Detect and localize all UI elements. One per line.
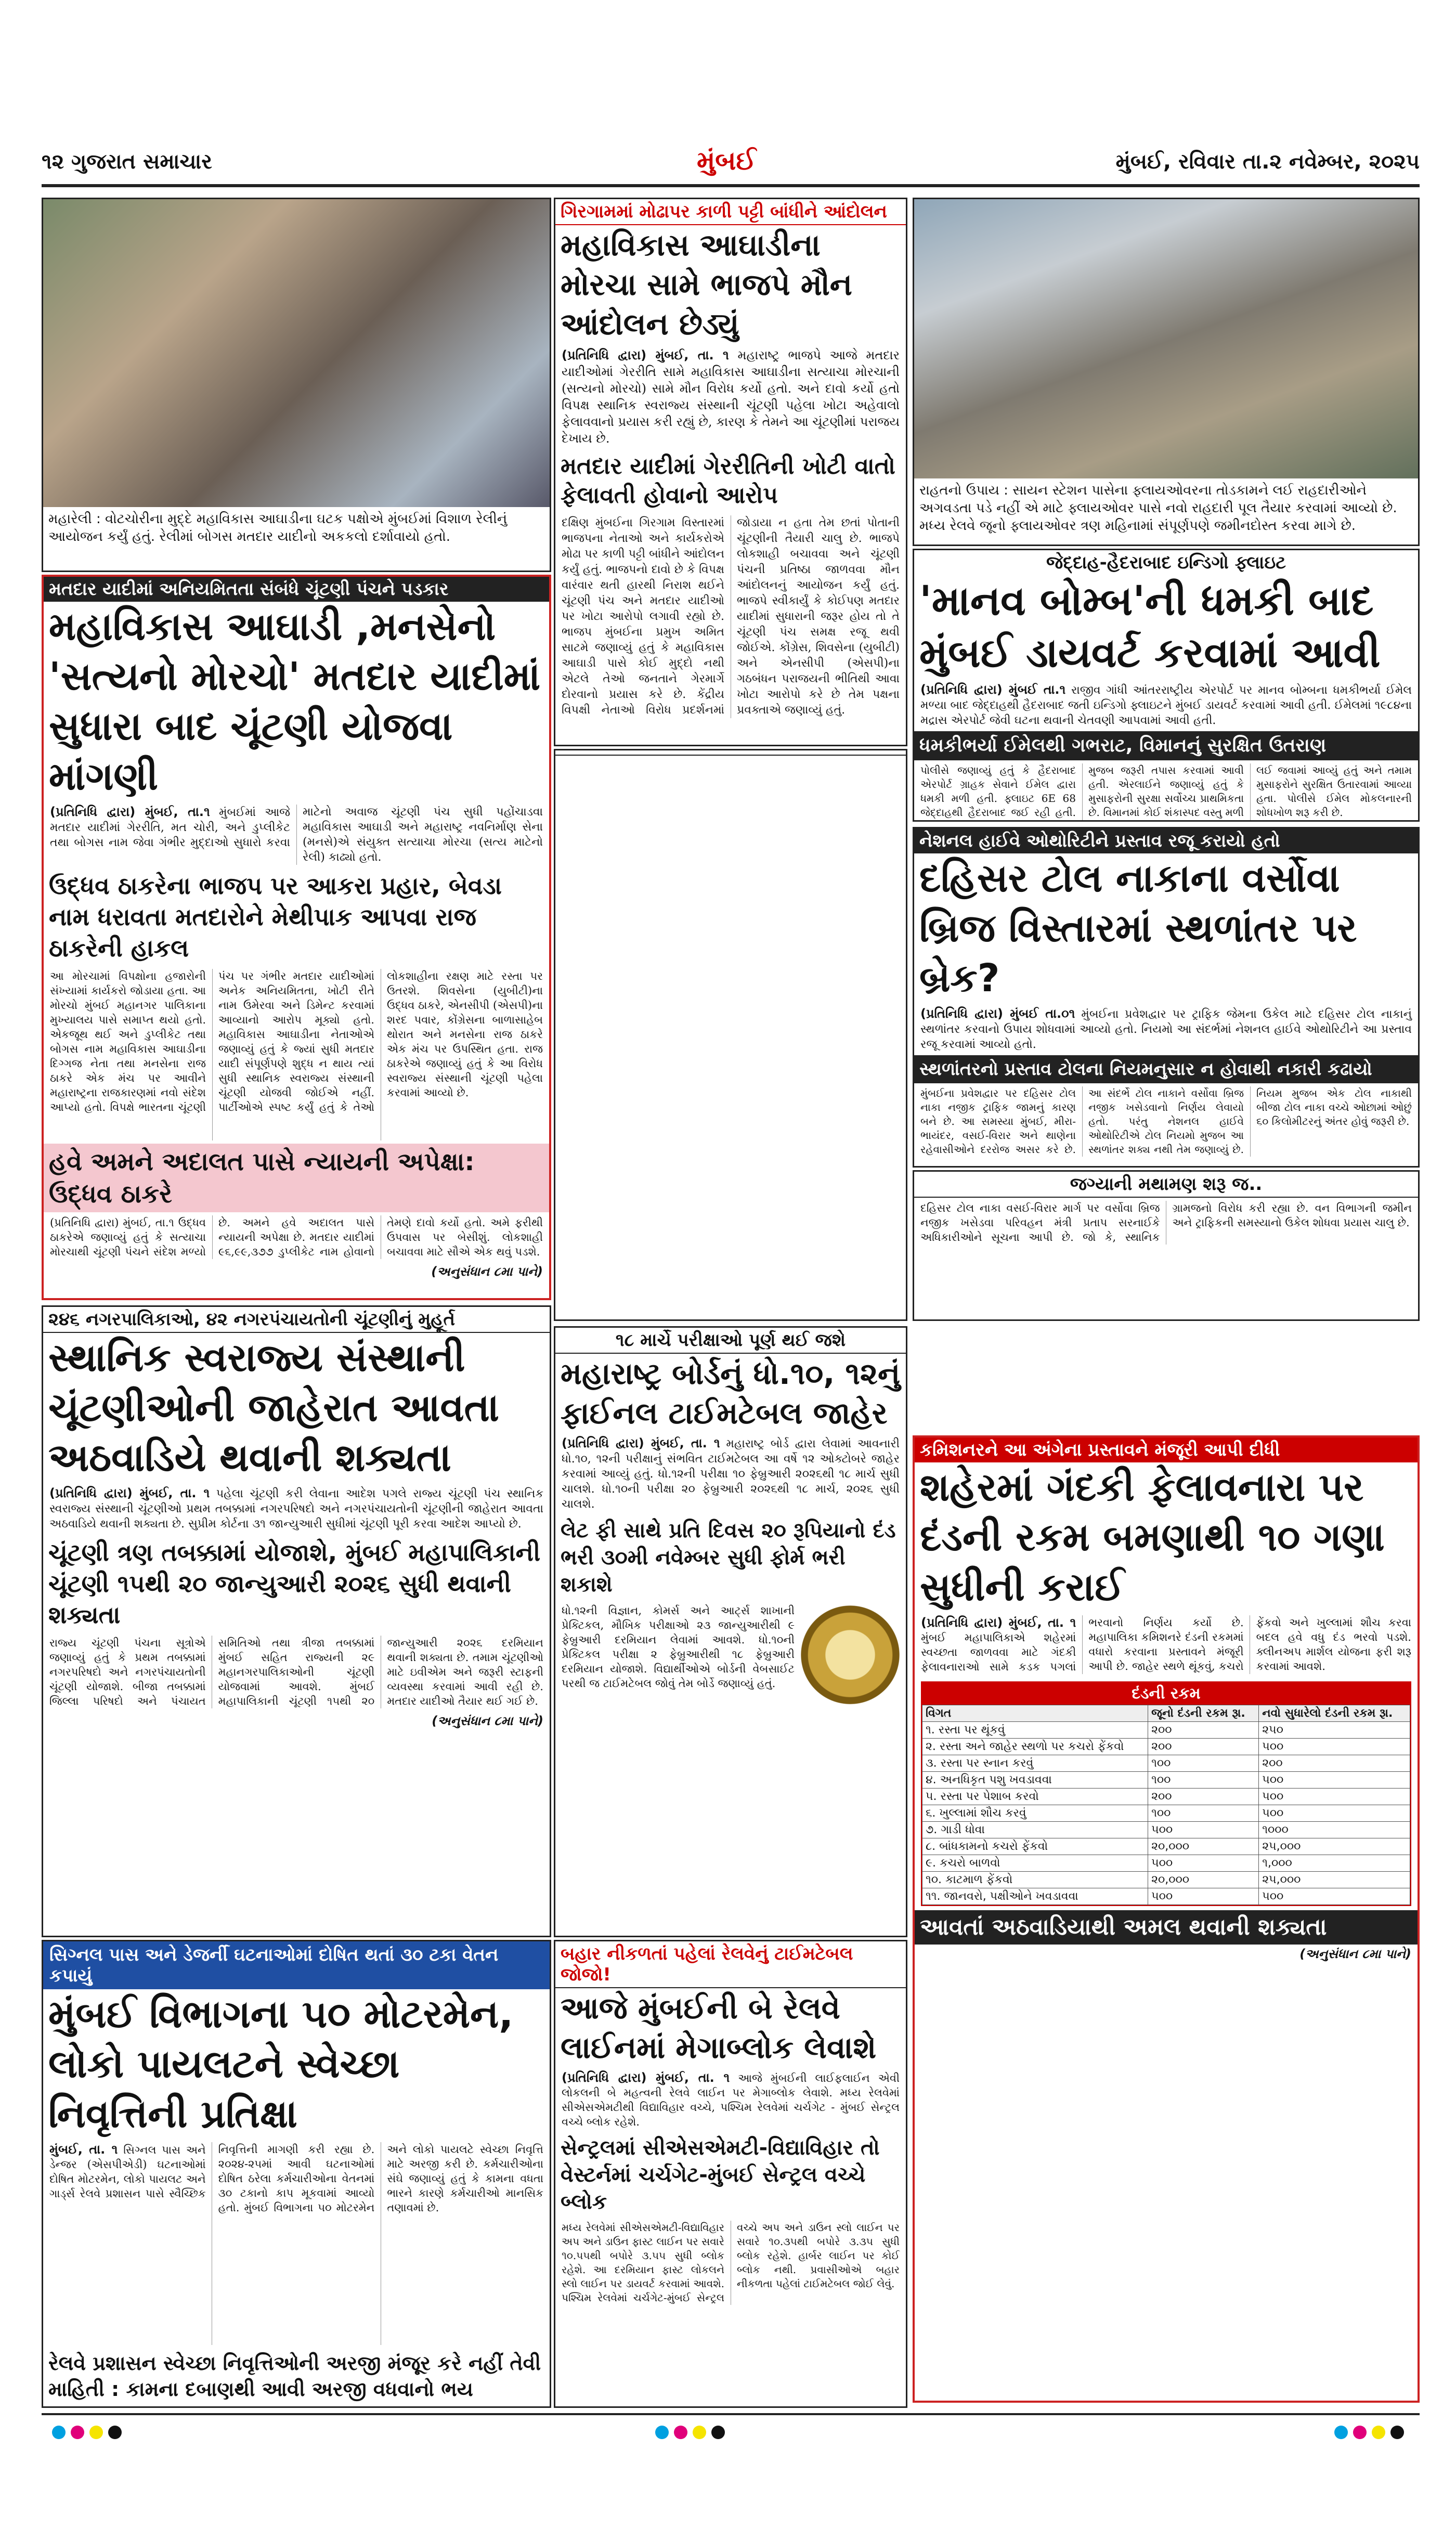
story-subhead: ચૂંટણી ત્રણ તબક્કામાં યોજાશે, મુંબઈ મહાપાલિકાની ચૂંટણી ૧૫થી ૨૦ જાન્યુઆરી ૨૦૨૬ સુધી થવાની શક્યતા <box>48 1538 541 1629</box>
registration-dot <box>1390 2426 1404 2439</box>
story-lead: મુંબઈના પ્રવેશદ્વાર પર ટ્રાફિક જેમના ઉકેલ માટે દહિસર ટોલ નાકાનું સ્થળાંતર કરવાનો ઉપાય શોધવામાં આવ્યો હતો. નિયમો આ સંદર્ભમાં નેશનલ હાઈવે ઓથોરિટીને આ પ્રસ્તાવ રજૂ કરવામાં આવ્યો હતો. <box>920 1008 1412 1051</box>
fines-table-block <box>921 1681 1411 1906</box>
story-subhead: આવતાં અઠવાડિયાથી અમલ થવાની શક્યતા <box>915 1910 1418 1945</box>
page-label: ૧૨ ગુજરાત સમાચાર <box>42 150 212 174</box>
story-byline: (પ્રતિનિધિ દ્વારા) મુંબઈ તા.૧ <box>920 682 1066 697</box>
board-seal-logo <box>801 1605 900 1704</box>
color-marks-center <box>655 2426 730 2441</box>
registration-dot <box>1372 2426 1385 2439</box>
fines-table-cell: ૨૫૦ <box>1259 1722 1410 1739</box>
fines-table-title: દંડની રકમ <box>922 1682 1410 1705</box>
story-headline: મહાવિકાસ આઘાડી ,મનસેનો 'સત્યનો મોરચો' મતદાર યાદીમાં સુધારા બાદ ચૂંટણી યોજવા માંગણી <box>49 604 541 799</box>
fines-table-cell: ૩. રસ્તા પર સ્નાન કરવું <box>922 1755 1148 1772</box>
rally-photo-block <box>42 198 551 572</box>
story-body-2: (પ્રતિનિધિ દ્વારા) મુંબઈ, તા.૧ ઉદ્ધવ ઠાકરેએ જણાવ્યું હતું કે સત્યાચા મોરચાથી ચૂંટણી પંચને સંદેશ મળ્યો છે. અમને હવે અદાલત પાસે ન્યાયની અપેક્ષા છે. મતદાર યાદીમાં ૯૬,૯૯,૩૭૭ ડુપ્લીકેટ નામ હોવાનો તેમણે દાવો કર્યો હતો. અમે ફરીથી ઉપવાસ પર બેસીશું. લોકશાહી બચાવવા માટે સૌએ એક થવું પડશે. <box>50 1216 543 1258</box>
story-headline: આજે મુંબઈની બે રેલવે લાઈનમાં મેગાબ્લોક લેવાશે <box>561 1990 877 2065</box>
fines-table-header: વિગત <box>922 1705 1148 1722</box>
fines-table-row <box>922 1805 1410 1822</box>
story-local-polls <box>42 1305 551 1937</box>
story-headline: શહેરમાં ગંદકી ફેલાવનારા પર દંડની રકમ બમણાથી ૧૦ ગણા સુધીની કરાઈ <box>920 1465 1385 1610</box>
fines-table-cell: ૨૫,૦૦૦ <box>1259 1872 1410 1888</box>
story-kicker: ગિરગામમાં મોઢાપર કાળી પટ્ટી બાંધીને આંદોલન <box>555 199 906 225</box>
story-megablock <box>554 1940 907 2408</box>
fines-table-cell: ૨૦,૦૦૦ <box>1148 1838 1259 1855</box>
fines-table-cell: ૮. બાંધકામનો કચરો ફેંકવો <box>922 1838 1148 1855</box>
fines-table-row <box>922 1722 1410 1739</box>
fines-table-cell: ૫. રસ્તા પર પેશાબ કરવો <box>922 1789 1148 1805</box>
story-body: સિગ્નલ પાસ અને ડેન્જર (એસપીએડી) ઘટનાઓમાં દોષિત મોટરમેન, લોકો પાયલટ અને ગાર્ડ્સ રેલવે પ્રશાસન પાસે સ્વૈચ્છિક નિવૃત્તિની માગણી કરી રહ્યા છે. ૨૦૨૪-૨૫માં આવી ઘટનાઓમાં દોષિત ઠરેલા કર્મચારીઓના વેતનમાં ૩૦ ટકાનો કાપ મૂકવામાં આવ્યો હતો. મુંબઈ વિભાગના ૫૦ મોટરમેન અને લોકો પાયલટે સ્વેચ્છા નિવૃત્તિ માટે અરજી કરી છે. કર્મચારીઓના સંઘે જણાવ્યું હતું કે કામના વધતા ભારને કારણે કર્મચારીઓ માનસિક તણાવમાં છે. <box>49 2143 543 2214</box>
story-headline: મહારાષ્ટ્ર બોર્ડનું ધો.૧૦, ૧૨નું ફાઈનલ ટાઈમટેબલ જાહેર <box>561 1356 901 1431</box>
fines-table-cell: ૪. અનધિકૃત પશુ ખવડાવવા <box>922 1772 1148 1789</box>
registration-dot <box>52 2426 66 2439</box>
registration-dot <box>674 2426 687 2439</box>
fines-table-cell: ૧. રસ્તા પર થૂંકવું <box>922 1722 1148 1739</box>
fines-table-cell: ૧૦૦ <box>1148 1805 1259 1822</box>
story-mva-silent <box>554 198 907 746</box>
fines-table-cell: ૧૦. કાટમાળ ફેંકવો <box>922 1872 1148 1888</box>
story-kicker: સિગ્નલ પાસ અને ડેજર્ની ઘટનાઓમાં દોષિત થતાં ૩૦ ટકા વેતન કપાયું <box>43 1941 550 1989</box>
fines-table-row <box>922 1855 1410 1872</box>
fines-table-cell: ૫૦૦ <box>1259 1888 1410 1905</box>
story-board-exam <box>554 1326 907 1937</box>
continued-note: (અનુસંધાન ૮મા પાને) <box>431 1264 543 1279</box>
story-byline: (પ્રતિનિધિ દ્વારા) મુંબઈ, તા. ૧ <box>921 1615 1076 1630</box>
fines-table-row <box>922 1772 1410 1789</box>
story-lead: આજે મુંબઈની લાઈફલાઈન એવી લોકલની બે મહત્વની રેલવે લાઈન પર મેગાબ્લોક લેવાશે. મધ્ય રેલવેમાં સીએસએમટીથી વિદ્યાવિહાર વચ્ચે, પશ્ચિમ રેલવેમાં ચર્ચગેટ - મુંબઈ સેન્ટ્રલ વચ્ચે બ્લોક રહેશે. <box>562 2072 900 2128</box>
malabar-placeholder <box>555 750 906 756</box>
fines-table-cell: ૫૦૦ <box>1259 1805 1410 1822</box>
story-body: રાજ્ય ચૂંટણી પંચના સૂત્રોએ જણાવ્યું હતું કે પ્રથમ તબક્કામાં નગરપરિષદો અને નગરપંચાયતોની ચૂંટણી યોજાશે. બીજા તબક્કામાં જિલ્લા પરિષદો અને પંચાયત સમિતિઓ તથા ત્રીજા તબક્કામાં મુંબઈ સહિત રાજ્યની ૨૯ મહાનગરપાલિકાઓની ચૂંટણી યોજવામાં આવશે. મુંબઈ મહાપાલિકાની ચૂંટણી ૧૫થી ૨૦ જાન્યુઆરી ૨૦૨૬ દરમિયાન થવાની શક્યતા છે. તમામ ચૂંટણીઓ માટે ઇવીએમ અને જરૂરી સ્ટાફની વ્યવસ્થા કરવામાં આવી રહી છે. મતદાર યાદીઓ તૈયાર થઈ ગઈ છે. <box>49 1637 543 1707</box>
story-byline: (પ્રતિનિધિ દ્વારા) મુંબઈ, તા.૧ <box>50 805 210 819</box>
fines-table-cell: ૨૫,૦૦૦ <box>1259 1838 1410 1855</box>
story-subhead: લેટ ફી સાથે પ્રતિ દિવસ ૨૦ રૂપિયાનો દંડ ભરી ૩૦મી નવેમ્બર સુધી ફોર્મ ભરી શકાશે <box>561 1519 896 1597</box>
continued-note: (અનુસંધાન ૮મા પાને) <box>432 1714 543 1728</box>
registration-dot <box>693 2426 706 2439</box>
fines-table-cell: ૧૧. જાનવરો, પક્ષીઓને ખવડાવવા <box>922 1888 1148 1905</box>
fines-table-row <box>922 1872 1410 1888</box>
registration-dot <box>711 2426 725 2439</box>
story-body: પોલીસે જણાવ્યું હતું કે હૈદરાબાદ એરપોર્ટ ગ્રાહક સેવાને ઈમેલ દ્વારા ધમકી મળી હતી. ફ્લાઇટ 6E 68 જેદ્દાહથી હૈદરાબાદ જઈ રહી હતી. મુજબ જરૂરી તપાસ કરવામાં આવી હતી. એરલાઈને જણાવ્યું હતું કે મુસાફરોની સુરક્ષા સર્વોચ્ચ પ્રાથમિકતા છે. વિમાનમાં કોઈ શંકાસ્પદ વસ્તુ મળી લઈ જવામાં આવ્યું હતું અને તમામ મુસાફરોને સુરક્ષિત ઉતારવામાં આવ્યા હતા. પોલીસે ઈમેલ મોકલનારની શોધખોળ શરૂ કરી છે. <box>920 764 1412 819</box>
rally-photo-caption: મહારેલી : વોટચોરીના મુદ્દે મહાવિકાસ આઘાડીના ઘટક પક્ષોએ મુંબઈમાં વિશાળ રેલીનું આયોજન કર્યું હતું. રેલીમાં બોગસ મતદાર યાદીનો અકકલો દર્શાવાયો હતો. <box>43 507 550 571</box>
story-kicker: મતદાર યાદીમાં અનિયમિતતા સંબંધે ચૂંટણી પંચને પડકાર <box>44 577 549 602</box>
rally-photo <box>43 199 550 513</box>
fines-table-header: જૂનો દંડની રકમ રૂા. <box>1148 1705 1259 1722</box>
fines-table-row <box>922 1822 1410 1838</box>
fines-table-cell: ૧૦૦ <box>1148 1772 1259 1789</box>
story-body: ધો.૧૨ની વિજ્ઞાન, કોમર્સ અને આર્ટ્સ શાખાની પ્રેક્ટિકલ, મૌખિક પરીક્ષાઓ ૨૩ જાન્યુઆરીથી ૯ ફેબ્રુઆરી દરમિયાન લેવામાં આવશે. ધો.૧૦ની પ્રેક્ટિકલ પરીક્ષા ૨ ફેબ્રુઆરીથી ૧૮ ફેબ્રુઆરી દરમિયાન યોજાશે. વિદ્યાર્થીઓએ બોર્ડની વેબસાઈટ પરથી જ ટાઈમટેબલ જોવું તેમ બોર્ડે જણાવ્યું હતું. <box>562 1604 795 1690</box>
fines-table-cell: ૧૦૦૦ <box>1259 1822 1410 1838</box>
fines-table-cell: ૭. ગાડી ધોવા <box>922 1822 1148 1838</box>
story-headline: મુંબઈ વિભાગના ૫૦ મોટરમેન, લોકો પાયલટને સ્વેચ્છા નિવૃત્તિની પ્રતિક્ષા <box>48 1992 514 2136</box>
story-headline: 'માનવ બોમ્બ'ની ધમકી બાદ મુંબઈ ડાયવર્ટ કરવામાં આવી <box>919 578 1381 677</box>
masthead <box>42 146 1420 187</box>
story-subhead: ધમકીભર્યા ઈમેલથી ગભરાટ, વિમાનનું સુરક્ષિત ઉતરાણ <box>914 731 1418 760</box>
fines-table-cell: ૫૦૦ <box>1259 1772 1410 1789</box>
story-subhead: મતદાર યાદીમાં ગેરરીતિની ખોટી વાતો ફેલાવતી હોવાનો આરોપ <box>561 453 895 509</box>
fines-table-cell: ૨૦૦ <box>1148 1722 1259 1739</box>
story-indigo <box>913 549 1420 822</box>
issue-date: મુંબઈ, રવિવાર તા.૨ નવેમ્બર, ૨૦૨૫ <box>1115 150 1420 174</box>
fines-table-header: નવો સુધારેલો દંડની રકમ રૂા. <box>1259 1705 1410 1722</box>
story-lead: રાજીવ ગાંધી આંતરરાષ્ટ્રીય એરપોર્ટ પર માનવ બોમ્બના ધમકીભર્યા ઈમેલ મળ્યા બાદ જેદ્દાહથી હૈદરાબાદ જતી ઇન્ડિગો ફ્લાઇટને મુંબઈ ડાયવર્ટ કરવામાં આવી હતી. ઈમેલમાં ૧૯૮૪ના મદ્રાસ એરપોર્ટ જેવી ઘટના થવાની ચેતવણી આપવામાં આવી હતી. <box>920 684 1412 727</box>
flyover-photo-block <box>913 198 1420 546</box>
story-toll <box>913 827 1420 1168</box>
fines-table-cell: ૯. કચરો બાળવો <box>922 1855 1148 1872</box>
story-motorman <box>42 1940 551 2408</box>
continued-note: (અનુસંધાન ૮મા પાને) <box>1299 1947 1411 1961</box>
story-lead: પહેલા ચૂંટણી કરી લેવાના આદેશ પગલે રાજ્ય ચૂંટણી પંચ સ્થાનિક સ્વરાજ્ય સંસ્થાની ચૂંટણીઓ પ્રથમ તબક્કામાં નગરપરિષદો અને નગરપંચાયતોની ચૂંટણીની જાહેરાત આવતા અઠવાડિયે થવાની શક્યતા છે. સુપ્રીમ કોર્ટના ૩૧ જાન્યુઆરી સુધીમાં ચૂંટણી પૂરી કરવા આદેશ આપ્યો છે. <box>49 1487 543 1531</box>
fines-table-row <box>922 1888 1410 1905</box>
story-byline: (પ્રતિનિધિ દ્વારા) મુંબઈ, તા. ૧ <box>562 348 729 362</box>
story-body: મુંબઈના પ્રવેશદ્વાર પર દહિસર ટોલ નાકા નજીક ટ્રાફિક જામનું કારણ બને છે. આ સમસ્યા મુંબઈ, મીરા-ભાયંદર, વસઈ-વિરાર અને થાણેના રહેવાસીઓને દરરોજ અસર કરે છે. આ સંદર્ભે ટોલ નાકાને વર્સોવા બ્રિજ નજીક ખસેડવાનો નિર્ણય લેવાયો હતો. પરંતુ નેશનલ હાઈવે ઓથોરિટીએ ટોલ નિયમો મુજબ આ સ્થળાંતર શક્ય નથી તેમ જણાવ્યું છે. નિયમ મુજબ એક ટોલ નાકાથી બીજા ટોલ નાકા વચ્ચે ઓછામાં ઓછું ૬૦ કિલોમીટરનું અંતર હોવું જરૂરી છે. <box>920 1087 1412 1156</box>
footer <box>42 2413 1420 2450</box>
registration-dot <box>108 2426 122 2439</box>
story-byline: (પ્રતિનિધિ દ્વારા) મુંબઈ, તા. ૧ <box>562 1436 720 1450</box>
fines-table-cell: ૫૦૦ <box>1259 1789 1410 1805</box>
color-marks-right <box>1334 2426 1409 2441</box>
story-subhead: સેન્ટ્રલમાં સીએસએમટી-વિદ્યાવિહાર તો વેસ્ટર્નમાં ચર્ચગેટ-મુંબઈ સેન્ટ્રલ વચ્ચે બ્લોક <box>561 2136 880 2214</box>
fines-table-cell: ૫૦૦ <box>1259 1739 1410 1755</box>
fines-table-cell: ૫૦૦ <box>1148 1822 1259 1838</box>
story-kicker: ૧૮ માર્ચે પરીક્ષાઓ પૂર્ણ થઈ જશે <box>555 1328 906 1354</box>
story-lead: મહારાષ્ટ્ર બોર્ડ દ્વારા લેવામાં આવનારી ધો.૧૦, ૧૨ની પરીક્ષાનું સંભવિત ટાઈમટેબલ આ વર્ષે ૧૨ ઓક્ટોબરે જાહેર કરવામાં આવ્યું હતું. ધો.૧૨ની પરીક્ષા ૧૦ ફેબ્રુઆરી ૨૦૨૬થી ૧૮ માર્ચ સુધી ચાલશે. ધો.૧૦ની પરીક્ષા ૨૦ ફેબ્રુઆરી ૨૦૨૬થી ૧૮ માર્ચ, ૨૦૨૬ સુધી ચાલશે. <box>562 1437 900 1511</box>
story-body: મુંબઈ મહાપાલિકાએ શહેરમાં સ્વચ્છતા જાળવવા માટે ગંદકી ફેલાવનારાઓ સામે કડક પગલાં ભરવાનો નિર્ણય કર્યો છે. મહાપાલિકા કમિશનરે દંડની રકમમાં વધારો કરવાના પ્રસ્તાવને મંજૂરી આપી છે. જાહેર સ્થળે થૂંકવું, કચરો ફેંકવો અને ખુલ્લામાં શૌચ કરવા બદલ હવે વધુ દંડ ભરવો પડશે. ક્લીનઅપ માર્શલ યોજના ફરી શરૂ કરવામાં આવશે. <box>921 1616 1411 1673</box>
fines-table-cell: ૨૦૦ <box>1259 1755 1410 1772</box>
fines-table-row <box>922 1755 1410 1772</box>
story-body-2: દક્ષિણ મુંબઈના ગિરગામ વિસ્તારમાં ભાજપના નેતાઓ અને કાર્યકરોએ મોઢા પર કાળી પટ્ટી બાંધીને આંદોલન કર્યું હતું. ભાજપનો દાવો છે કે વિપક્ષ વારંવાર થતી હારથી નિરાશ થઈને ચૂંટણી પંચ અને મતદાર યાદીઓ પર ખોટા આરોપો લગાવી રહ્યો છે. ભાજપ મુંબઈના પ્રમુખ અમિત સાટમે જણાવ્યું હતું કે મહાવિકાસ આઘાડી પાસે કોઈ મુદ્દો નથી એટલે તેઓ જનતાને ગેરમાર્ગે દોરવાનો પ્રયાસ કરે છે. કેંદ્રીય વિપક્ષી નેતાઓ વિરોધ પ્રદર્શનમાં જોડાયા ન હતા તેમ છતાં પોતાની ચૂંટણીની તૈયારી ચાલુ છે. ભાજપે લોકશાહી બચાવવા અને ચૂંટણી પંચની પ્રતિષ્ઠા જાળવવા મૌન આંદોલનનું આયોજન કર્યું હતું. ભાજપે સ્વીકાર્યું કે કોઈપણ મતદાર યાદીમાં સુધારાની જરૂર હોય તો તે ચૂંટણી પંચ સમક્ષ રજૂ થવી જોઈએ. કોંગ્રેસ, શિવસેના (યુબીટી) અને એનસીપી (એસપી)ના ગઠબંધન પરાજયની ભીતિથી આવા ખોટા આરોપો કરે છે તેમ પક્ષના પ્રવક્તાએ જણાવ્યું હતું. <box>562 516 900 717</box>
story-lead: મુંબઈમાં આજે મતદાર યાદીમાં ગેરરીતિ, મત ચોરી, અને ડુપ્લીકેટ તથા બોગસ નામ જેવા ગંભીર મુદ્દાઓ સુધારો કરવા માટેનો અવાજ ચૂંટણી પંચ સુધી પહોંચાડવા મહાવિકાસ આઘાડી અને મહારાષ્ટ્ર નવનિર્માણ સેના (મનસે)એ સંયુક્ત સત્યાચા મોરચા (સત્ય માટેનો રેલી) કાઢ્યો હતો. <box>50 806 543 864</box>
story-body: દહિસર ટોલ નાકા વસઈ-વિરાર માર્ગ પર વર્સોવા બ્રિજ નજીક ખસેડવા પરિવહન મંત્રી પ્રતાપ સરનાઈકે અધિકારીઓને સૂચના આપી છે. જો કે, સ્થાનિક ગ્રામજનો વિરોધ કરી રહ્યા છે. વન વિભાગની જમીન અને ટ્રાફિકની સમસ્યાનો ઉકેલ શોધવા પ્રયાસ ચાલુ છે. <box>920 1202 1412 1243</box>
fines-table-cell: ૨૦૦ <box>1148 1739 1259 1755</box>
flyover-photo-caption: રાહતનો ઉપાય : સાયન સ્ટેશન પાસેના ફ્લાયઓવરના તોડકામને લઈ રાહદારીઓને અગવડતા પડે નહીં એ માટે ફ્લાયઓવર પાસે નવો રાહદારી પૂલ તૈયાર કરવામાં આવ્યો છે. મધ્ય રેલવે જૂનો ફ્લાયઓવર ત્રણ મહિનામાં સંપૂર્ણપણે જમીનદોસ્ત કરવા માગે છે. <box>914 478 1418 545</box>
registration-dot <box>89 2426 103 2439</box>
story-kicker: જગ્યાની મથામણ શરૂ જ.. <box>914 1172 1418 1198</box>
fines-table-cell: ૨૦૦ <box>1148 1789 1259 1805</box>
fines-table-cell: ૨૦,૦૦૦ <box>1148 1872 1259 1888</box>
section-title: મુંબઈ <box>697 146 757 176</box>
story-subhead: રેલવે પ્રશાસન સ્વેચ્છા નિવૃત્તિઓની અરજી મંજૂર કરે નહીં તેવી માહિતી : કામના દબાણથી આવી અરજી વધવાનો ભય <box>48 2352 541 2401</box>
registration-dot <box>71 2426 84 2439</box>
story-kicker: કમિશનરને આ અંગેના પ્રસ્તાવને મંજૂરી આપી દીધી <box>915 1437 1418 1462</box>
color-marks-left <box>52 2426 127 2441</box>
story-byline: (પ્રતિનિધિ દ્વારા) મુંબઈ, તા. ૧ <box>49 1486 210 1500</box>
story-board-exam-top <box>554 749 907 1321</box>
story-byline: મુંબઈ, તા. ૧ <box>49 2142 118 2157</box>
fines-table-cell: ૫૦૦ <box>1148 1888 1259 1905</box>
fines-table <box>922 1705 1410 1905</box>
flyover-photo <box>914 199 1418 485</box>
fines-table-row <box>922 1739 1410 1755</box>
story-garbage <box>913 1435 1420 2403</box>
story-kicker: જેદ્દાહ-હૈદરાબાદ ઇન્ડિગો ફ્લાઇટ <box>1046 552 1286 573</box>
story-kicker: બહાર નીકળતાં પહેલાં રેલવેનું ટાઈમટેબલ જોજો! <box>555 1941 906 1988</box>
story-subhead: સ્થળાંતરનો પ્રસ્તાવ ટોલના નિયમનુસાર ન હોવાથી નકારી કઢાયો <box>914 1055 1418 1083</box>
fines-table-cell: ૧૦૦ <box>1148 1755 1259 1772</box>
story-headline: મહાવિકાસ આઘાડીના મોરચા સામે ભાજપે મૌન આંદોલન છેડ્યું <box>561 227 852 342</box>
registration-dot <box>1353 2426 1367 2439</box>
fines-table-cell: ૨. રસ્તા અને જાહેર સ્થળો પર કચરો ફેંકવો <box>922 1739 1148 1755</box>
story-byline: (પ્રતિનિધિ દ્વારા) મુંબઈ તા.૦૧ <box>920 1006 1075 1021</box>
story-body: આ મોરચામાં વિપક્ષોના હજારોની સંખ્યામાં કાર્યકરો જોડાયા હતા. આ મોરચો મુંબઈ મહાનગર પાલિકાના મુખ્યાલય પાસે સમાપ્ત થયો હતો. એકજૂથ થઈ અને ડુપ્લીકેટ તથા બોગસ નામ મહાવિકાસ આઘાડીના દિગ્ગજ નેતા તથા મનસેના રાજ ઠાકરે એક મંચ પર આવીને મહારાષ્ટ્રના રાજકારણમાં નવો સંદેશ આપ્યો હતો. વિપક્ષે ભારતના ચૂંટણી પંચ પર ગંભીર મતદાર યાદીઓમાં અનેક અનિયમિતતા, ખોટી રીતે નામ ઉમેરવા અને ડિમેન્ટ કરવામાં આવ્યાનો આરોપ મૂક્યો હતો. મહાવિકાસ આઘાડીના નેતાઓએ જણાવ્યું હતું કે જ્યાં સુધી મતદાર યાદી સંપૂર્ણપણે શુદ્ધ ન થાય ત્યાં સુધી સ્થાનિક સ્વરાજ્ય સંસ્થાની ચૂંટણી યોજવી જોઈએ નહીં. પાર્ટીઓએ સ્પષ્ટ કર્યું હતું કે તેઓ લોકશાહીના રક્ષણ માટે રસ્તા પર ઉતરશે. શિવસેના (યુબીટી)ના ઉદ્ધવ ઠાકરે, એનસીપી (એસપી)ના શરદ પવાર, કોંગ્રેસના બાળાસાહેબ થોરાત અને મનસેના રાજ ઠાકરે એક મંચ પર ઉપસ્થિત હતા. રાજ ઠાકરેએ જણાવ્યું હતું કે આ વિરોધ સ્વરાજ્ય સંસ્થાની ચૂંટણી પહેલા કરવામાં આવ્યો છે. <box>50 970 543 1113</box>
story-body: મધ્ય રેલવેમાં સીએસએમટી-વિદ્યાવિહાર અપ અને ડાઉન ફાસ્ટ લાઈન પર સવારે ૧૦.૫૫થી બપોરે ૩.૫૫ સુધી બ્લોક રહેશે. આ દરમિયાન ફાસ્ટ લોકલને સ્લો લાઈન પર ડાયવર્ટ કરવામાં આવશે. પશ્ચિમ રેલવેમાં ચર્ચગેટ-મુંબઈ સેન્ટ્રલ વચ્ચે અપ અને ડાઉન સ્લો લાઈન પર સવારે ૧૦.૩૫થી બપોરે ૩.૩૫ સુધી બ્લોક રહેશે. હાર્બર લાઈન પર કોઈ બ્લોક નથી. પ્રવાસીઓએ બહાર નીકળતા પહેલાં ટાઈમટેબલ જોઈ લેવું. <box>562 2221 900 2304</box>
story-byline: (પ્રતિનિધિ દ્વારા) મુંબઈ, તા. ૧ <box>562 2070 730 2085</box>
registration-dot <box>655 2426 669 2439</box>
fines-table-cell: ૫૦૦ <box>1148 1855 1259 1872</box>
story-body: મહારાષ્ટ્ર ભાજપે આજે મતદાર યાદીઓમાં ગેરરીતિ સામે મહાવિકાસ આઘાડીના સત્યાચા મોરચાની (સત્યનો મોરચો) સામે મૌન વિરોધ કર્યો હતો. અને દાવો કર્યો હતો વિપક્ષ સ્થાનિક સ્વરાજ્ય સંસ્થાની ચૂંટણી પહેલા ખોટા અહેવાલો ફેલાવવાનો પ્રયાસ કરી રહ્યું છે, કારણ કે તેમને આ ચૂંટણીમાં પરાજય દેખાય છે. <box>562 348 900 446</box>
story-raj <box>42 575 551 1300</box>
story-kicker: નેશનલ હાઈવે ઓથોરિટીને પ્રસ્તાવ રજૂ કરાયો હતો <box>914 828 1418 853</box>
registration-dot <box>1334 2426 1348 2439</box>
story-headline: દહિસર ટોલ નાકાના વર્સોવા બ્રિજ વિસ્તારમાં સ્થળાંતર પર બ્રેક? <box>919 856 1357 1001</box>
story-kicker: ૨૪૬ નગરપાલિકાઓ, ૪૨ નગરપંચાયતોની ચૂંટણીનું મુહૂર્ત <box>43 1307 550 1333</box>
fines-table-row <box>922 1838 1410 1855</box>
story-headline: સ્થાનિક સ્વરાજ્ય સંસ્થાની ચૂંટણીઓની જાહેરાત આવતા અઠવાડિયે થવાની શક્યતા <box>48 1336 499 1480</box>
fines-table-row <box>922 1789 1410 1805</box>
story-pink-kicker: હવે અમને અદાલત પાસે ન્યાયની અપેક્ષા: ઉદ્ધવ ઠાકરે <box>44 1144 549 1212</box>
story-space <box>913 1170 1420 1321</box>
story-subhead: ઉદ્ધવ ઠાકરેના ભાજપ પર આકરા પ્રહાર, બેવડા નામ ધરાવતા મતદારોને મેથીપાક આપવા રાજ ઠાકરેની હાકલ <box>49 872 502 962</box>
fines-table-cell: ૧,૦૦૦ <box>1259 1855 1410 1872</box>
fines-table-cell: ૬. ખુલ્લામાં શૌચ કરવું <box>922 1805 1148 1822</box>
